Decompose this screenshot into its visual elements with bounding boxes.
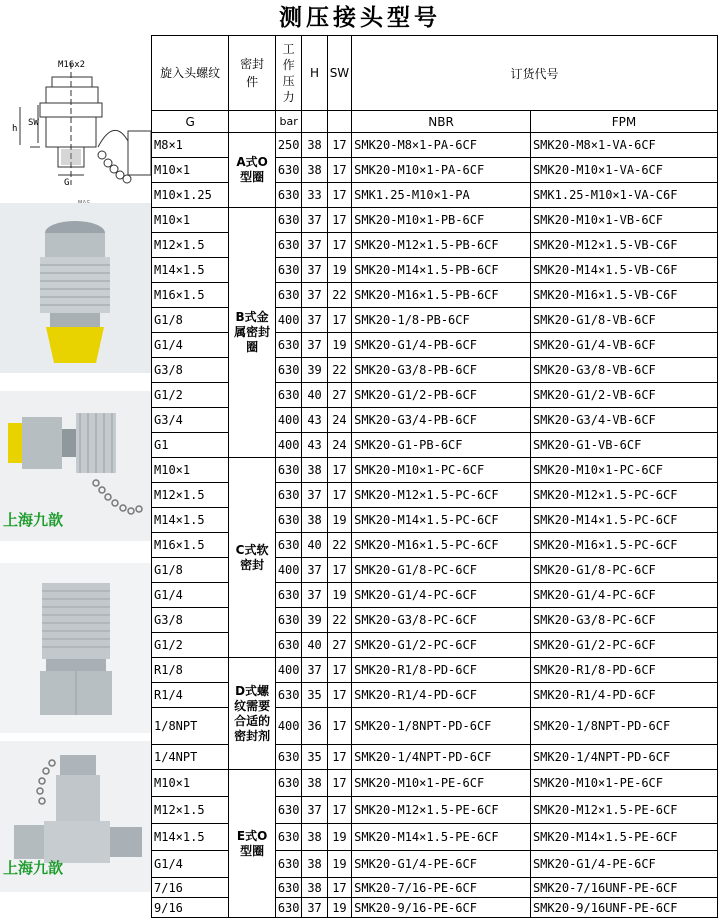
nbr-code-cell: SMK20-1/4NPT-PD-6CF — [352, 745, 531, 770]
sw-cell: 17 — [327, 183, 351, 208]
sw-label: SW — [28, 118, 39, 128]
fpm-code-cell: SMK20-M10×1-VA-6CF — [530, 158, 717, 183]
seal-type-cell: C式软密封 — [229, 458, 276, 658]
thread-size-cell: 7/16 — [152, 878, 229, 898]
pressure-cell: 630 — [275, 208, 301, 233]
sw-cell: 19 — [327, 824, 351, 851]
fpm-code-cell: SMK20-1/8NPT-PD-6CF — [530, 708, 717, 745]
fpm-code-cell: SMK20-M10×1-VB-6CF — [530, 208, 717, 233]
thread-size-cell: M8×1 — [152, 133, 229, 158]
sw-cell: 22 — [327, 533, 351, 558]
pressure-cell: 630 — [275, 383, 301, 408]
h-cell: 37 — [302, 797, 327, 824]
thread-size-cell: M14×1.5 — [152, 508, 229, 533]
pressure-cell: 400 — [275, 558, 301, 583]
pressure-cell: 400 — [275, 308, 301, 333]
header-pressure: 工作压力 — [275, 36, 301, 111]
sw-cell: 22 — [327, 608, 351, 633]
thread-size-cell: R1/8 — [152, 658, 229, 683]
nbr-code-cell: SMK1.25-M10×1-PA — [352, 183, 531, 208]
header-sw-blank — [327, 111, 351, 133]
nbr-code-cell: SMK20-M10×1-PC-6CF — [352, 458, 531, 483]
sw-cell: 19 — [327, 583, 351, 608]
header-thread: 旋入头螺纹 — [152, 36, 229, 111]
sw-cell: 17 — [327, 770, 351, 797]
h-cell: 37 — [302, 308, 327, 333]
thread-size-cell: G1/2 — [152, 383, 229, 408]
thread-size-cell: M10×1 — [152, 770, 229, 797]
g-label: G — [64, 178, 70, 188]
brand-watermark-1: 上海九歆 — [3, 511, 64, 529]
sw-cell: 24 — [327, 433, 351, 458]
nbr-code-cell: SMK20-9/16-PE-6CF — [352, 898, 531, 918]
thread-size-cell: M10×1 — [152, 158, 229, 183]
table-row — [152, 770, 718, 797]
sw-cell: 19 — [327, 258, 351, 283]
pressure-cell: 630 — [275, 583, 301, 608]
h-cell: 37 — [302, 258, 327, 283]
sw-cell: 17 — [327, 797, 351, 824]
thread-size-cell: G3/8 — [152, 608, 229, 633]
sw-cell: 17 — [327, 683, 351, 708]
nbr-code-cell: SMK20-M14×1.5-PE-6CF — [352, 824, 531, 851]
nbr-code-cell: SMK20-R1/4-PD-6CF — [352, 683, 531, 708]
nbr-code-cell: SMK20-G1/4-PE-6CF — [352, 851, 531, 878]
nbr-code-cell: SMK20-7/16-PE-6CF — [352, 878, 531, 898]
h-cell: 37 — [302, 333, 327, 358]
thread-size-cell: M10×1.25 — [152, 183, 229, 208]
fpm-code-cell: SMK20-M16×1.5-PC-6CF — [530, 533, 717, 558]
fpm-code-cell: SMK20-G1/4-PE-6CF — [530, 851, 717, 878]
pressure-cell: 250 — [275, 133, 301, 158]
h-cell: 37 — [302, 583, 327, 608]
h-cell: 40 — [302, 533, 327, 558]
h-cell: 38 — [302, 508, 327, 533]
nbr-code-cell: SMK20-M10×1-PA-6CF — [352, 158, 531, 183]
thread-size-cell: M12×1.5 — [152, 483, 229, 508]
sw-cell: 17 — [327, 208, 351, 233]
thread-size-cell: G1/8 — [152, 308, 229, 333]
sw-cell: 19 — [327, 898, 351, 918]
table-row — [152, 133, 718, 158]
fpm-code-cell: SMK20-G1-VB-6CF — [530, 433, 717, 458]
sw-cell: 17 — [327, 878, 351, 898]
nbr-code-cell: SMK20-M16×1.5-PB-6CF — [352, 283, 531, 308]
nbr-code-cell: SMK20-G1-PB-6CF — [352, 433, 531, 458]
h-cell: 40 — [302, 633, 327, 658]
pressure-cell: 630 — [275, 683, 301, 708]
pressure-cell: 400 — [275, 708, 301, 745]
h-cell: 37 — [302, 483, 327, 508]
h-cell: 37 — [302, 898, 327, 918]
seal-type-cell: E式O型圈 — [229, 770, 276, 918]
pressure-cell: 630 — [275, 533, 301, 558]
h-cell: 43 — [302, 433, 327, 458]
pressure-cell: 630 — [275, 283, 301, 308]
header-sw: SW — [327, 36, 351, 111]
sw-cell: 19 — [327, 508, 351, 533]
pressure-cell: 630 — [275, 333, 301, 358]
page-title: 测压接头型号 — [279, 5, 441, 31]
sw-cell: 17 — [327, 458, 351, 483]
pressure-cell: 400 — [275, 658, 301, 683]
thread-size-cell: G1/4 — [152, 583, 229, 608]
table-row — [152, 458, 718, 483]
pressure-cell: 630 — [275, 358, 301, 383]
nbr-code-cell: SMK20-G1/8-PC-6CF — [352, 558, 531, 583]
nbr-code-cell: SMK20-M8×1-PA-6CF — [352, 133, 531, 158]
fpm-code-cell: SMK20-M14×1.5-PE-6CF — [530, 824, 717, 851]
nbr-code-cell: SMK20-1/8-PB-6CF — [352, 308, 531, 333]
header-nbr: NBR — [352, 111, 531, 133]
h-cell: 39 — [302, 608, 327, 633]
model-table — [151, 35, 718, 918]
sw-cell: 19 — [327, 333, 351, 358]
sw-cell: 27 — [327, 383, 351, 408]
pressure-cell: 630 — [275, 824, 301, 851]
nbr-code-cell: SMK20-G1/2-PC-6CF — [352, 633, 531, 658]
fpm-code-cell: SMK20-G1/8-VB-6CF — [530, 308, 717, 333]
fpm-code-cell: SMK20-M12×1.5-PC-6CF — [530, 483, 717, 508]
nbr-code-cell: SMK20-M10×1-PE-6CF — [352, 770, 531, 797]
sw-cell: 17 — [327, 745, 351, 770]
h-cell: 33 — [302, 183, 327, 208]
nbr-code-cell: SMK20-M12×1.5-PC-6CF — [352, 483, 531, 508]
fpm-code-cell: SMK20-G3/8-PC-6CF — [530, 608, 717, 633]
sw-cell: 17 — [327, 658, 351, 683]
sw-cell: 17 — [327, 308, 351, 333]
nbr-code-cell: SMK20-G1/4-PB-6CF — [352, 333, 531, 358]
fpm-code-cell: SMK20-R1/8-PD-6CF — [530, 658, 717, 683]
sw-cell: 22 — [327, 283, 351, 308]
pressure-cell: 630 — [275, 633, 301, 658]
fpm-code-cell: SMK20-7/16UNF-PE-6CF — [530, 878, 717, 898]
fpm-code-cell: SMK20-M16×1.5-VB-C6F — [530, 283, 717, 308]
sw-cell: 17 — [327, 483, 351, 508]
pressure-cell: 630 — [275, 878, 301, 898]
thread-size-cell: 1/8NPT — [152, 708, 229, 745]
illustration-column — [0, 35, 151, 892]
thread-size-cell: M12×1.5 — [152, 233, 229, 258]
pressure-cell: 630 — [275, 183, 301, 208]
sw-cell: 24 — [327, 408, 351, 433]
brand-watermark-2: 上海九歆 — [3, 859, 64, 877]
thread-size-cell: G1/8 — [152, 558, 229, 583]
nbr-code-cell: SMK20-R1/8-PD-6CF — [352, 658, 531, 683]
fpm-code-cell: SMK1.25-M10×1-VA-C6F — [530, 183, 717, 208]
header-seal-blank — [229, 111, 276, 133]
h-cell: 37 — [302, 558, 327, 583]
thread-size-cell: M16×1.5 — [152, 533, 229, 558]
fpm-code-cell: SMK20-G1/4-VB-6CF — [530, 333, 717, 358]
h-cell: 39 — [302, 358, 327, 383]
nbr-code-cell: SMK20-M12×1.5-PE-6CF — [352, 797, 531, 824]
h-label: h — [12, 124, 18, 134]
sw-cell: 19 — [327, 851, 351, 878]
nbr-code-cell: SMK20-M12×1.5-PB-6CF — [352, 233, 531, 258]
nbr-code-cell: SMK20-M14×1.5-PC-6CF — [352, 508, 531, 533]
fpm-code-cell: SMK20-G1/2-VB-6CF — [530, 383, 717, 408]
nbr-code-cell: SMK20-M16×1.5-PC-6CF — [352, 533, 531, 558]
seal-type-cell: B式金属密封圈 — [229, 208, 276, 458]
fpm-code-cell: SMK20-R1/4-PD-6CF — [530, 683, 717, 708]
h-cell: 40 — [302, 383, 327, 408]
seal-type-cell: D式螺纹需要合适的密封剂 — [229, 658, 276, 770]
h-cell: 38 — [302, 458, 327, 483]
thread-size-cell: 9/16 — [152, 898, 229, 918]
fpm-code-cell: SMK20-9/16UNF-PE-6CF — [530, 898, 717, 918]
sw-cell: 17 — [327, 558, 351, 583]
sw-cell: 17 — [327, 233, 351, 258]
h-cell: 43 — [302, 408, 327, 433]
thread-size-cell: G1/2 — [152, 633, 229, 658]
header-bar: bar — [275, 111, 301, 133]
sw-cell: 17 — [327, 133, 351, 158]
header-fpm: FPM — [530, 111, 717, 133]
h-cell: 38 — [302, 851, 327, 878]
fpm-code-cell: SMK20-G1/2-PC-6CF — [530, 633, 717, 658]
pressure-cell: 630 — [275, 483, 301, 508]
thread-size-cell: R1/4 — [152, 683, 229, 708]
sw-cell: 17 — [327, 158, 351, 183]
fpm-code-cell: SMK20-M10×1-PC-6CF — [530, 458, 717, 483]
nbr-code-cell: SMK20-G3/8-PC-6CF — [352, 608, 531, 633]
h-cell: 35 — [302, 683, 327, 708]
h-cell: 35 — [302, 745, 327, 770]
nbr-code-cell: SMK20-M14×1.5-PB-6CF — [352, 258, 531, 283]
thread-size-cell: M10×1 — [152, 208, 229, 233]
pressure-cell: 400 — [275, 433, 301, 458]
h-cell: 37 — [302, 283, 327, 308]
pressure-cell: 630 — [275, 898, 301, 918]
thread-size-cell: G3/8 — [152, 358, 229, 383]
thread-label: M16x2 — [58, 60, 86, 70]
thread-size-cell: M12×1.5 — [152, 797, 229, 824]
nbr-code-cell: SMK20-G1/2-PB-6CF — [352, 383, 531, 408]
pressure-cell: 630 — [275, 797, 301, 824]
thread-size-cell: G1/4 — [152, 851, 229, 878]
thread-size-cell: M10×1 — [152, 458, 229, 483]
header-h-blank — [302, 111, 327, 133]
pressure-cell: 630 — [275, 458, 301, 483]
pressure-cell: 630 — [275, 851, 301, 878]
h-cell: 38 — [302, 824, 327, 851]
fpm-code-cell: SMK20-M14×1.5-VB-C6F — [530, 258, 717, 283]
technical-drawing — [0, 35, 151, 210]
thread-size-cell: G3/4 — [152, 408, 229, 433]
sw-cell: 27 — [327, 633, 351, 658]
pressure-cell: 630 — [275, 608, 301, 633]
fpm-code-cell: SMK20-M12×1.5-PE-6CF — [530, 797, 717, 824]
thread-size-cell: G1 — [152, 433, 229, 458]
nbr-code-cell: SMK20-1/8NPT-PD-6CF — [352, 708, 531, 745]
h-cell: 38 — [302, 878, 327, 898]
header-h: H — [302, 36, 327, 111]
pressure-cell: 630 — [275, 233, 301, 258]
nbr-code-cell: SMK20-G3/8-PB-6CF — [352, 358, 531, 383]
fpm-code-cell: SMK20-1/4NPT-PD-6CF — [530, 745, 717, 770]
thread-size-cell: G1/4 — [152, 333, 229, 358]
fpm-code-cell: SMK20-G3/4-VB-6CF — [530, 408, 717, 433]
header-order-code: 订货代号 — [352, 36, 718, 111]
fpm-code-cell: SMK20-M12×1.5-VB-C6F — [530, 233, 717, 258]
pressure-cell: 630 — [275, 745, 301, 770]
thread-size-cell: M14×1.5 — [152, 258, 229, 283]
nbr-code-cell: SMK20-G3/4-PB-6CF — [352, 408, 531, 433]
sw-cell: 22 — [327, 358, 351, 383]
fpm-code-cell: SMK20-M14×1.5-PC-6CF — [530, 508, 717, 533]
pressure-cell: 400 — [275, 408, 301, 433]
pressure-cell: 630 — [275, 770, 301, 797]
sw-cell: 17 — [327, 708, 351, 745]
pressure-cell: 630 — [275, 258, 301, 283]
photo-c-type-coupling — [0, 563, 151, 733]
thread-size-cell: M14×1.5 — [152, 824, 229, 851]
thread-size-cell: M16×1.5 — [152, 283, 229, 308]
fpm-code-cell: SMK20-G3/8-VB-6CF — [530, 358, 717, 383]
header-seal: 密封件 — [229, 36, 276, 111]
table-row — [152, 658, 718, 683]
h-cell: 36 — [302, 708, 327, 745]
pressure-cell: 630 — [275, 158, 301, 183]
photo-b-type-coupling — [0, 203, 151, 373]
h-cell: 38 — [302, 158, 327, 183]
h-cell: 38 — [302, 133, 327, 158]
fpm-code-cell: SMK20-M8×1-VA-6CF — [530, 133, 717, 158]
fpm-code-cell: SMK20-M10×1-PE-6CF — [530, 770, 717, 797]
fpm-code-cell: SMK20-G1/4-PC-6CF — [530, 583, 717, 608]
h-cell: 38 — [302, 770, 327, 797]
nbr-code-cell: SMK20-M10×1-PB-6CF — [352, 208, 531, 233]
header-g: G — [152, 111, 229, 133]
nbr-code-cell: SMK20-G1/4-PC-6CF — [352, 583, 531, 608]
h-cell: 37 — [302, 658, 327, 683]
table-row — [152, 208, 718, 233]
thread-size-cell: 1/4NPT — [152, 745, 229, 770]
seal-type-cell: A式O型圈 — [229, 133, 276, 208]
fpm-code-cell: SMK20-G1/8-PC-6CF — [530, 558, 717, 583]
pressure-cell: 630 — [275, 508, 301, 533]
h-cell: 37 — [302, 208, 327, 233]
h-cell: 37 — [302, 233, 327, 258]
